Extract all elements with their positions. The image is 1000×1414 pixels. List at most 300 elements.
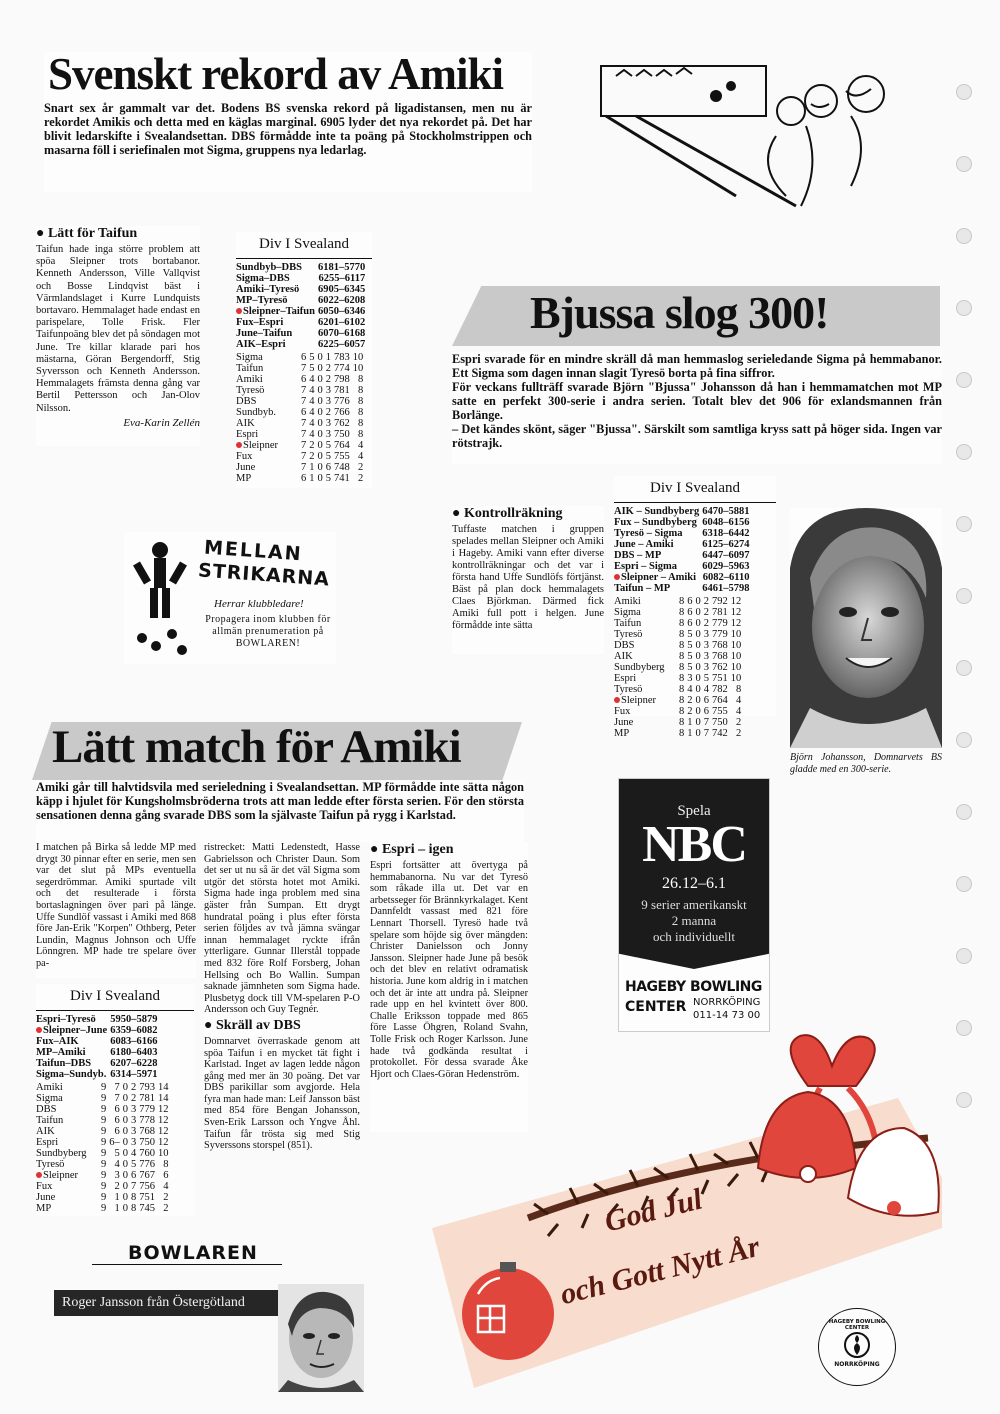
standings-row — [614, 596, 744, 607]
match-score: 6180–6403 — [110, 1047, 158, 1058]
stat-cell: 0 — [695, 640, 701, 651]
ad-brand1: HAGEBY BOWLING — [625, 979, 762, 995]
punch-hole — [956, 948, 972, 964]
stat-cell: 9 — [101, 1093, 107, 1104]
stat-cell: 5 — [114, 1148, 120, 1159]
highlight-dot-icon — [614, 574, 620, 580]
match-score: 6022–6208 — [317, 295, 366, 306]
stat-cell: 0 — [122, 1126, 128, 1137]
team-name: DBS — [36, 1104, 57, 1115]
match-name: Taifun – MP — [614, 583, 671, 594]
caption-bar — [54, 1290, 278, 1316]
stat-cell: 0 — [317, 396, 323, 407]
stat-cell: 8 — [679, 717, 685, 728]
stat-cell: 0 — [695, 684, 701, 695]
stat-cell: 6 — [301, 352, 307, 363]
team-name: Sundbyberg — [614, 662, 665, 673]
standings-row — [236, 363, 366, 374]
standings-row — [236, 385, 366, 396]
stat-cell: 4 — [358, 440, 364, 451]
result-row — [614, 539, 752, 550]
match-score: 6125–6274 — [702, 539, 750, 550]
stat-cell: 2 — [325, 363, 331, 374]
article-body: Espri fortsätter att övertyga på hemmabanorna. Nu var det Tyresö som råkade illa ut. Det var en arbetsseger för Brännkyrkalaget. Kent Dannfeldt vassast med 821 före Lennart Thorsell. Tyresö hade två spelare som höjde sig över mängden: Christer Danielsson och Jonny Jansson. Sleipner hade June på besök och det blev en relativt odramatisk historia. June kom aldrig in i matchen och det är inte att undra på. Sleipner rade upp en hel kvintett över 800. Challe Eriksson toppade med 865 före Lasse Öhgren, Roland Svahn, Tolle Frisk och Roger Karlsson. June hade två godkända resultat i protokollet. För dessa svarade Åke Hjort och Claes-Göran Hedenström. — [370, 860, 528, 1080]
stat-cell: 12 — [158, 1104, 169, 1115]
stat-cell: 1 — [309, 473, 315, 484]
stat-cell: 0 — [695, 695, 701, 706]
match-name: AIK–Espri — [236, 339, 286, 350]
stat-cell: 2 — [131, 1082, 137, 1093]
stat-cell: 0 — [122, 1159, 128, 1170]
match-score: 6318–6442 — [702, 528, 750, 539]
punch-hole — [956, 156, 972, 172]
team-name: Tyresö — [36, 1159, 65, 1170]
stat-cell: 6 — [163, 1170, 169, 1181]
match-score: 6201–6102 — [317, 317, 366, 328]
stat-cell: 760 — [139, 1148, 155, 1159]
stat-cell: 3 — [703, 640, 709, 651]
stat-cell: 755 — [712, 706, 728, 717]
result-row — [236, 295, 368, 306]
ad-brand2: CENTER — [625, 999, 687, 1015]
standings-row — [614, 695, 744, 706]
stat-cell: 0 — [317, 385, 323, 396]
stat-cell: 0 — [122, 1148, 128, 1159]
match-name: Espri–Tyresö — [36, 1014, 96, 1025]
article-body: Domnarvet överraskade genom att spöa Taifun i en mycket tät fight i Karlstad. Inget av lagen ledde någon gång med mer än 30 poäng. Det var DBS parikillar som avgjorde. Hela fyra man hade man: Leif Jansson bäst med 854 före Bengan Johansson, Sven-Erik Larsson och Yngve Åhl. Taifun får trösta sig med Stig Syverssons storspel (851). — [204, 1035, 360, 1152]
standings-row — [614, 629, 744, 640]
photo-bjorn-johansson — [790, 508, 942, 748]
result-row — [236, 317, 368, 328]
subheading: ● Kontrollräkning — [452, 506, 604, 522]
stat-cell: 2 — [163, 1203, 169, 1214]
match-name: MP–Tyresö — [236, 295, 288, 306]
result-row — [614, 506, 752, 517]
stat-cell: 5 — [325, 451, 331, 462]
stat-cell: 2 — [687, 695, 693, 706]
stat-cell: 8 — [679, 629, 685, 640]
standings-row — [614, 618, 744, 629]
match-name: Amiki–Tyresö — [236, 284, 300, 295]
match-name: Fux – Sundbyberg — [614, 517, 697, 528]
standings-table-2 — [614, 476, 776, 739]
stat-cell: 4 — [309, 429, 315, 440]
stat-cell: 8 — [679, 618, 685, 629]
stat-cell: 779 — [139, 1104, 155, 1115]
stat-cell: 4 — [114, 1159, 120, 1170]
stat-cell: 4 — [358, 451, 364, 462]
stat-cell: 9 — [101, 1203, 107, 1214]
match-name: Sigma–DBS — [236, 273, 290, 284]
match-name: June–Taifun — [236, 328, 293, 339]
stamp-ring-text: HAGEBY BOWLING CENTER — [828, 1319, 886, 1331]
stat-cell: 4 — [309, 418, 315, 429]
stat-cell: 0 — [695, 662, 701, 673]
headline: Svenskt rekord av Amiki — [48, 49, 503, 99]
stat-cell: 768 — [712, 651, 728, 662]
result-row — [236, 262, 368, 273]
match-score: 6207–6228 — [110, 1058, 158, 1069]
stat-cell: 0 — [695, 618, 701, 629]
stat-cell: 9 — [101, 1137, 107, 1148]
stat-cell: 0 — [122, 1082, 128, 1093]
punch-hole — [956, 228, 972, 244]
stat-cell: 5 — [687, 662, 693, 673]
standings-row — [36, 1115, 172, 1126]
ad-dates: 26.12–6.1 — [662, 875, 726, 892]
stat-cell: 0 — [695, 607, 701, 618]
standings-row — [236, 462, 366, 473]
stat-cell: 8 — [163, 1159, 169, 1170]
standings-table-1 — [236, 232, 372, 488]
stat-cell: 6 — [301, 473, 307, 484]
ad-spela: Spela — [677, 803, 711, 819]
team-name: Espri — [236, 429, 259, 440]
stat-cell: 2 — [309, 451, 315, 462]
stat-cell: 767 — [139, 1170, 155, 1181]
match-name: Sleipner–Taifun — [236, 306, 318, 317]
article-latt-for-taifun — [36, 226, 200, 446]
stat-cell: 0 — [122, 1192, 128, 1203]
stat-cell: 4 — [131, 1148, 137, 1159]
stat-cell: 8 — [131, 1203, 137, 1214]
match-score: 6255–6117 — [318, 273, 366, 284]
article-bjussa — [452, 352, 942, 464]
stat-cell: 4 — [736, 695, 742, 706]
stat-cell: 3 — [131, 1137, 137, 1148]
stat-cell: 6 — [131, 1170, 137, 1181]
article-body: ristrecket: Matti Ledenstedt, Hasse Gabrielsson och Christer Daun. Som det ser ut nu så är det väl Sigma som utgör det största hotet mot Amiki. Sigma hade inga problem med sina gäster från Sumpan. Ett drygt hundratal poäng i plus efter första serien följdes av två jämna svängar innan hemmalaget ryckte ifrån ytterligare. Gunnar Illerstål toppade med 832 före Rolf Forsberg, Johan Hellsing och Bo Wallin. Sumpan saknade jämnheten som Sigma hade. Plusbetyg dock till VM-spelaren P-O Andersson och Guy Tegnér. — [204, 842, 360, 1016]
stat-cell: 0 — [317, 451, 323, 462]
punch-hole — [956, 876, 972, 892]
stat-cell: 3 — [687, 673, 693, 684]
stat-cell: 4 — [687, 684, 693, 695]
stat-cell: 8 — [679, 728, 685, 739]
ad-nbc-title: NBC — [642, 816, 746, 873]
team-name: Fux — [236, 451, 253, 462]
stat-cell: 3 — [114, 1170, 120, 1181]
stat-cell: 7 — [301, 385, 307, 396]
standings-row — [236, 374, 366, 385]
punch-hole — [956, 588, 972, 604]
stat-cell: 5 — [309, 352, 315, 363]
stat-cell: 5 — [687, 640, 693, 651]
greeting-line1: God Jul — [601, 1182, 706, 1239]
stat-cell: 750 — [334, 429, 350, 440]
result-row — [614, 583, 752, 594]
stat-cell: 2 — [114, 1181, 120, 1192]
match-score: 5950–5879 — [110, 1014, 158, 1025]
standings-table-3 — [36, 984, 194, 1216]
result-row — [614, 517, 752, 528]
ad-phone: 011-14 73 00 — [693, 1010, 761, 1021]
standings-row — [36, 1126, 172, 1137]
stat-cell: 12 — [158, 1115, 169, 1126]
stat-cell: 0 — [695, 673, 701, 684]
stat-cell: 8 — [358, 429, 364, 440]
stat-cell: 793 — [139, 1082, 155, 1093]
team-name: Amiki — [236, 374, 263, 385]
stat-cell: 762 — [334, 418, 350, 429]
stat-cell: 0 — [317, 429, 323, 440]
stat-cell: 0 — [122, 1093, 128, 1104]
stat-cell: 0 — [695, 596, 701, 607]
bowling-cartoon-illustration — [596, 56, 896, 216]
stat-cell: 8 — [131, 1192, 137, 1203]
stat-cell: 6 — [703, 695, 709, 706]
highlight-dot-icon — [236, 442, 242, 448]
standings-row — [614, 662, 744, 673]
match-score: 6082–6110 — [702, 572, 750, 583]
stat-cell: 0 — [122, 1181, 128, 1192]
result-row — [36, 1025, 160, 1036]
lead-text: Amiki går till halvtidsvila med serieledning i Svealandsettan. MP förmådde inte sätta någon käpp i hjulet för Kungsholmsbröderna trots att man ledde efter första serien. För den största sensationen denna gång svarade DBS som la självaste Taifun på rygg i Karlstad. — [36, 780, 524, 822]
match-name: DBS – MP — [614, 550, 662, 561]
result-row — [36, 1036, 160, 1047]
stat-cell: 7 — [301, 396, 307, 407]
stat-cell: 2 — [703, 596, 709, 607]
stat-cell: 2 — [736, 717, 742, 728]
stat-cell: 8 — [679, 607, 685, 618]
result-row — [36, 1058, 160, 1069]
article-svenskt-rekord — [44, 49, 532, 192]
subheading: ● Espri – igen — [370, 842, 528, 858]
article-body: I matchen på Birka så ledde MP med drygt 30 pinnar efter en serie, men sen var det slut på MPs eventuella segerdrömmar. Amiki spurtade vilt och det resulterade i första bortaslagningen över pari på länge. Uffe Sundlöf vassast i Amiki med 868 före Jan-Erik "Korpen" Othberg, Peter Lundin, Magnus Johnson och Uffe Lönngren. MP hade tre spelare över pa- — [36, 842, 196, 969]
result-row — [36, 1069, 160, 1080]
bowling-pin-icon — [843, 1331, 871, 1359]
ad-line2: 2 manna — [671, 913, 717, 928]
result-row — [236, 328, 368, 339]
stat-cell: 2 — [703, 618, 709, 629]
match-name: Sleipner – Amiki — [614, 572, 702, 583]
stat-cell: 1 — [687, 717, 693, 728]
stat-cell: 778 — [139, 1115, 155, 1126]
ad-nbc — [618, 778, 770, 1032]
stat-cell: 750 — [139, 1137, 155, 1148]
standings-table — [36, 1082, 172, 1214]
standings-row — [236, 429, 366, 440]
stat-cell: 1 — [309, 462, 315, 473]
subheading: ● Skräll av DBS — [204, 1018, 360, 1034]
standings-row — [36, 1104, 172, 1115]
byline: Eva-Karin Zellén — [123, 416, 200, 429]
team-name: Espri — [614, 673, 637, 684]
match-score: 6905–6345 — [317, 284, 366, 295]
stat-cell: 3 — [325, 396, 331, 407]
stat-cell: 751 — [712, 673, 728, 684]
result-row — [236, 284, 368, 295]
stat-cell: 2 — [163, 1192, 169, 1203]
stat-cell: 12 — [158, 1126, 169, 1137]
stat-cell: 7 — [301, 429, 307, 440]
team-name: June — [236, 462, 256, 473]
stat-cell: 5 — [687, 629, 693, 640]
results-table — [236, 262, 368, 350]
standings-row — [236, 407, 366, 418]
stamp-city: NORRKÖPING — [834, 1361, 880, 1368]
stat-cell: 8 — [679, 706, 685, 717]
stat-cell: 0 — [122, 1104, 128, 1115]
stat-cell: 10 — [730, 629, 742, 640]
standings-row — [236, 440, 366, 451]
stat-cell: 0 — [317, 352, 323, 363]
stat-cell: 4 — [309, 385, 315, 396]
team-name: Tyresö — [614, 629, 643, 640]
headline: Lätt match för Amiki — [52, 721, 461, 773]
stat-cell: 6– — [109, 1137, 120, 1148]
punch-hole — [956, 372, 972, 388]
stat-cell: 2 — [358, 462, 364, 473]
team-name: Taifun — [236, 363, 264, 374]
stat-cell: 9 — [101, 1126, 107, 1137]
stat-cell: 781 — [334, 385, 350, 396]
team-name: Sigma — [614, 607, 641, 618]
stat-cell: 756 — [139, 1181, 155, 1192]
stat-cell: 6 — [114, 1115, 120, 1126]
match-score: 6050–6346 — [317, 306, 366, 317]
punch-hole — [956, 516, 972, 532]
hageby-stamp — [818, 1308, 896, 1386]
team-name: Sigma — [36, 1093, 63, 1104]
standings-row — [614, 706, 744, 717]
stat-cell: 764 — [712, 695, 728, 706]
stat-cell: 3 — [703, 651, 709, 662]
punch-hole — [956, 660, 972, 676]
stat-cell: 9 — [101, 1082, 107, 1093]
stat-cell: 12 — [158, 1137, 169, 1148]
ad-line1: 9 serier amerikanskt — [641, 897, 747, 912]
stat-cell: 0 — [695, 706, 701, 717]
standings-row — [36, 1159, 172, 1170]
team-name: June — [614, 717, 634, 728]
stat-cell: 5 — [325, 440, 331, 451]
stat-cell: 2 — [736, 728, 742, 739]
result-row — [236, 273, 368, 284]
result-row — [36, 1047, 160, 1058]
stat-cell: 774 — [334, 363, 350, 374]
stat-cell: 781 — [139, 1093, 155, 1104]
lead-text: Snart sex år gammalt var det. Bodens BS svenska rekord på ligadistansen, men nu är rekordet Amikis och detta med en käglas marginal. 6905 lyder det nya rekordet på. Det har blivit ledarskifte i Svealandsettan. DBS förmådde inte ta poäng på Stockholmstrippen och masarna föll i seriefinalen mot Sigma, gruppens nya ledarlag. — [44, 101, 532, 157]
match-score: 6470–5881 — [702, 506, 750, 517]
stat-cell: 768 — [712, 640, 728, 651]
logo-text: BOWLAREN — [124, 1242, 262, 1264]
team-name: Fux — [614, 706, 631, 717]
team-name: Sleipner — [236, 440, 301, 451]
article-body: Taifun hade inga större problem att spöa Sleipner trots bortabanor. Kenneth Andersson, Ville Vallqvist och Bosse Lindqvist bäst i Värmlandslaget i Kurre Lundquists bortavaro. Hemmalaget hade endast en parispelare, Tolle Frisk. Fler Taifunpoäng blev det på söndagen mot June. Tre killar klarade pari hos mästarna, Göran Bergendorff, Stig Syversson och Kenneth Andersson. Hemmalagets främsta denna gång var Bertil Pettersson och Jan-Olov Nilsson. — [36, 244, 200, 414]
stat-cell: 776 — [139, 1159, 155, 1170]
team-name: Amiki — [36, 1082, 63, 1093]
stat-cell: 7 — [131, 1181, 137, 1192]
stat-cell: 0 — [695, 651, 701, 662]
ad-mellan-strikarna — [124, 532, 336, 664]
standings-row — [614, 728, 744, 739]
standings-row — [614, 640, 744, 651]
team-name: Espri — [36, 1137, 59, 1148]
article-body: Tuffaste matchen i gruppen spelades mellan Sleipner och Amiki i Hageby. Amiki vann efter diverse kontrollräkningar och det var i första hand Uffe Sundlöfs förtjänst. Bäst på plan dock hemmalagets Claes Björkman. Därmed fick Amiki full pott i helgen. June förmådde inte sätta — [452, 524, 604, 631]
ad-tagline: Herrar klubbledare! — [214, 598, 304, 610]
stat-cell: 6 — [687, 596, 693, 607]
team-name: Fux — [36, 1181, 53, 1192]
match-score: 6225–6057 — [317, 339, 366, 350]
stat-cell: 7 — [703, 728, 709, 739]
stat-cell: 5 — [131, 1159, 137, 1170]
stat-cell: 7 — [301, 451, 307, 462]
team-name: Sigma — [236, 352, 263, 363]
standings-row — [236, 451, 366, 462]
article-para-1: Espri svarade för en mindre skräll då man hemmaslog serieledande Sigma på hemmabanor. Ett Sigma som dagen innan slagit Tyresö borta på fina siffror. — [452, 352, 942, 380]
result-row — [236, 306, 368, 317]
photo-caption: Roger Jansson från Östergötland — [62, 1295, 245, 1310]
stat-cell: 1 — [114, 1192, 120, 1203]
team-name: AIK — [36, 1126, 55, 1137]
greeting-line2: och Gott Nytt År — [556, 1229, 764, 1312]
table-title: Div I Svealand — [650, 480, 740, 496]
stat-cell: 798 — [334, 374, 350, 385]
match-score: 6083–6166 — [110, 1036, 158, 1047]
punch-hole — [956, 84, 972, 100]
stat-cell: 6 — [301, 374, 307, 385]
stat-cell: 755 — [334, 451, 350, 462]
stat-cell: 12 — [730, 618, 742, 629]
stat-cell: 748 — [334, 462, 350, 473]
stat-cell: 782 — [712, 684, 728, 695]
portrait-photo — [790, 508, 942, 748]
article-para-2: För veckans fullträff svarade Björn "Bjussa" Johansson då han i hemmamatchen mot MP satte en perfekt 300-serie i andra serien. Totalt blev det 906 för exlandsmannen från Borlänge. — [452, 380, 942, 422]
match-score: 6181–5770 — [317, 262, 366, 273]
stat-cell: 12 — [730, 596, 742, 607]
stat-cell: 2 — [325, 407, 331, 418]
match-score: 6048–6156 — [702, 517, 750, 528]
punch-hole — [956, 1092, 972, 1108]
match-score: 6070–6168 — [317, 328, 366, 339]
highlight-dot-icon — [236, 308, 242, 314]
stat-cell: 1 — [687, 728, 693, 739]
stat-cell: 6 — [687, 618, 693, 629]
stat-cell: 9 — [101, 1181, 107, 1192]
stat-cell: 776 — [334, 396, 350, 407]
stat-cell: 8 — [358, 374, 364, 385]
result-row — [614, 550, 752, 561]
photo-caption: Björn Johansson, Domnarvets BS gladde med en 300-serie. — [790, 752, 942, 775]
stat-cell: 0 — [317, 407, 323, 418]
ad-city: NORRKÖPING — [693, 997, 761, 1008]
stat-cell: 3 — [703, 662, 709, 673]
standings-row — [36, 1181, 172, 1192]
stat-cell: 10 — [730, 662, 742, 673]
punch-hole — [956, 300, 972, 316]
stat-cell: 4 — [309, 374, 315, 385]
stat-cell: 8 — [358, 418, 364, 429]
team-name: MP — [36, 1203, 52, 1214]
team-name: DBS — [614, 640, 635, 651]
stat-cell: 2 — [325, 374, 331, 385]
stat-cell: 5 — [687, 651, 693, 662]
stat-cell: 4 — [309, 407, 315, 418]
stat-cell: 8 — [358, 407, 364, 418]
standings-row — [614, 717, 744, 728]
standings-row — [36, 1192, 172, 1203]
stat-cell: 8 — [358, 385, 364, 396]
stat-cell: 0 — [317, 363, 323, 374]
match-score: 6447–6097 — [702, 550, 750, 561]
stat-cell: 8 — [679, 651, 685, 662]
stat-cell: 3 — [325, 429, 331, 440]
stat-cell: 0 — [317, 374, 323, 385]
standings-row — [614, 673, 744, 684]
stat-cell: 0 — [695, 728, 701, 739]
stat-cell: 8 — [679, 640, 685, 651]
punch-hole — [956, 732, 972, 748]
